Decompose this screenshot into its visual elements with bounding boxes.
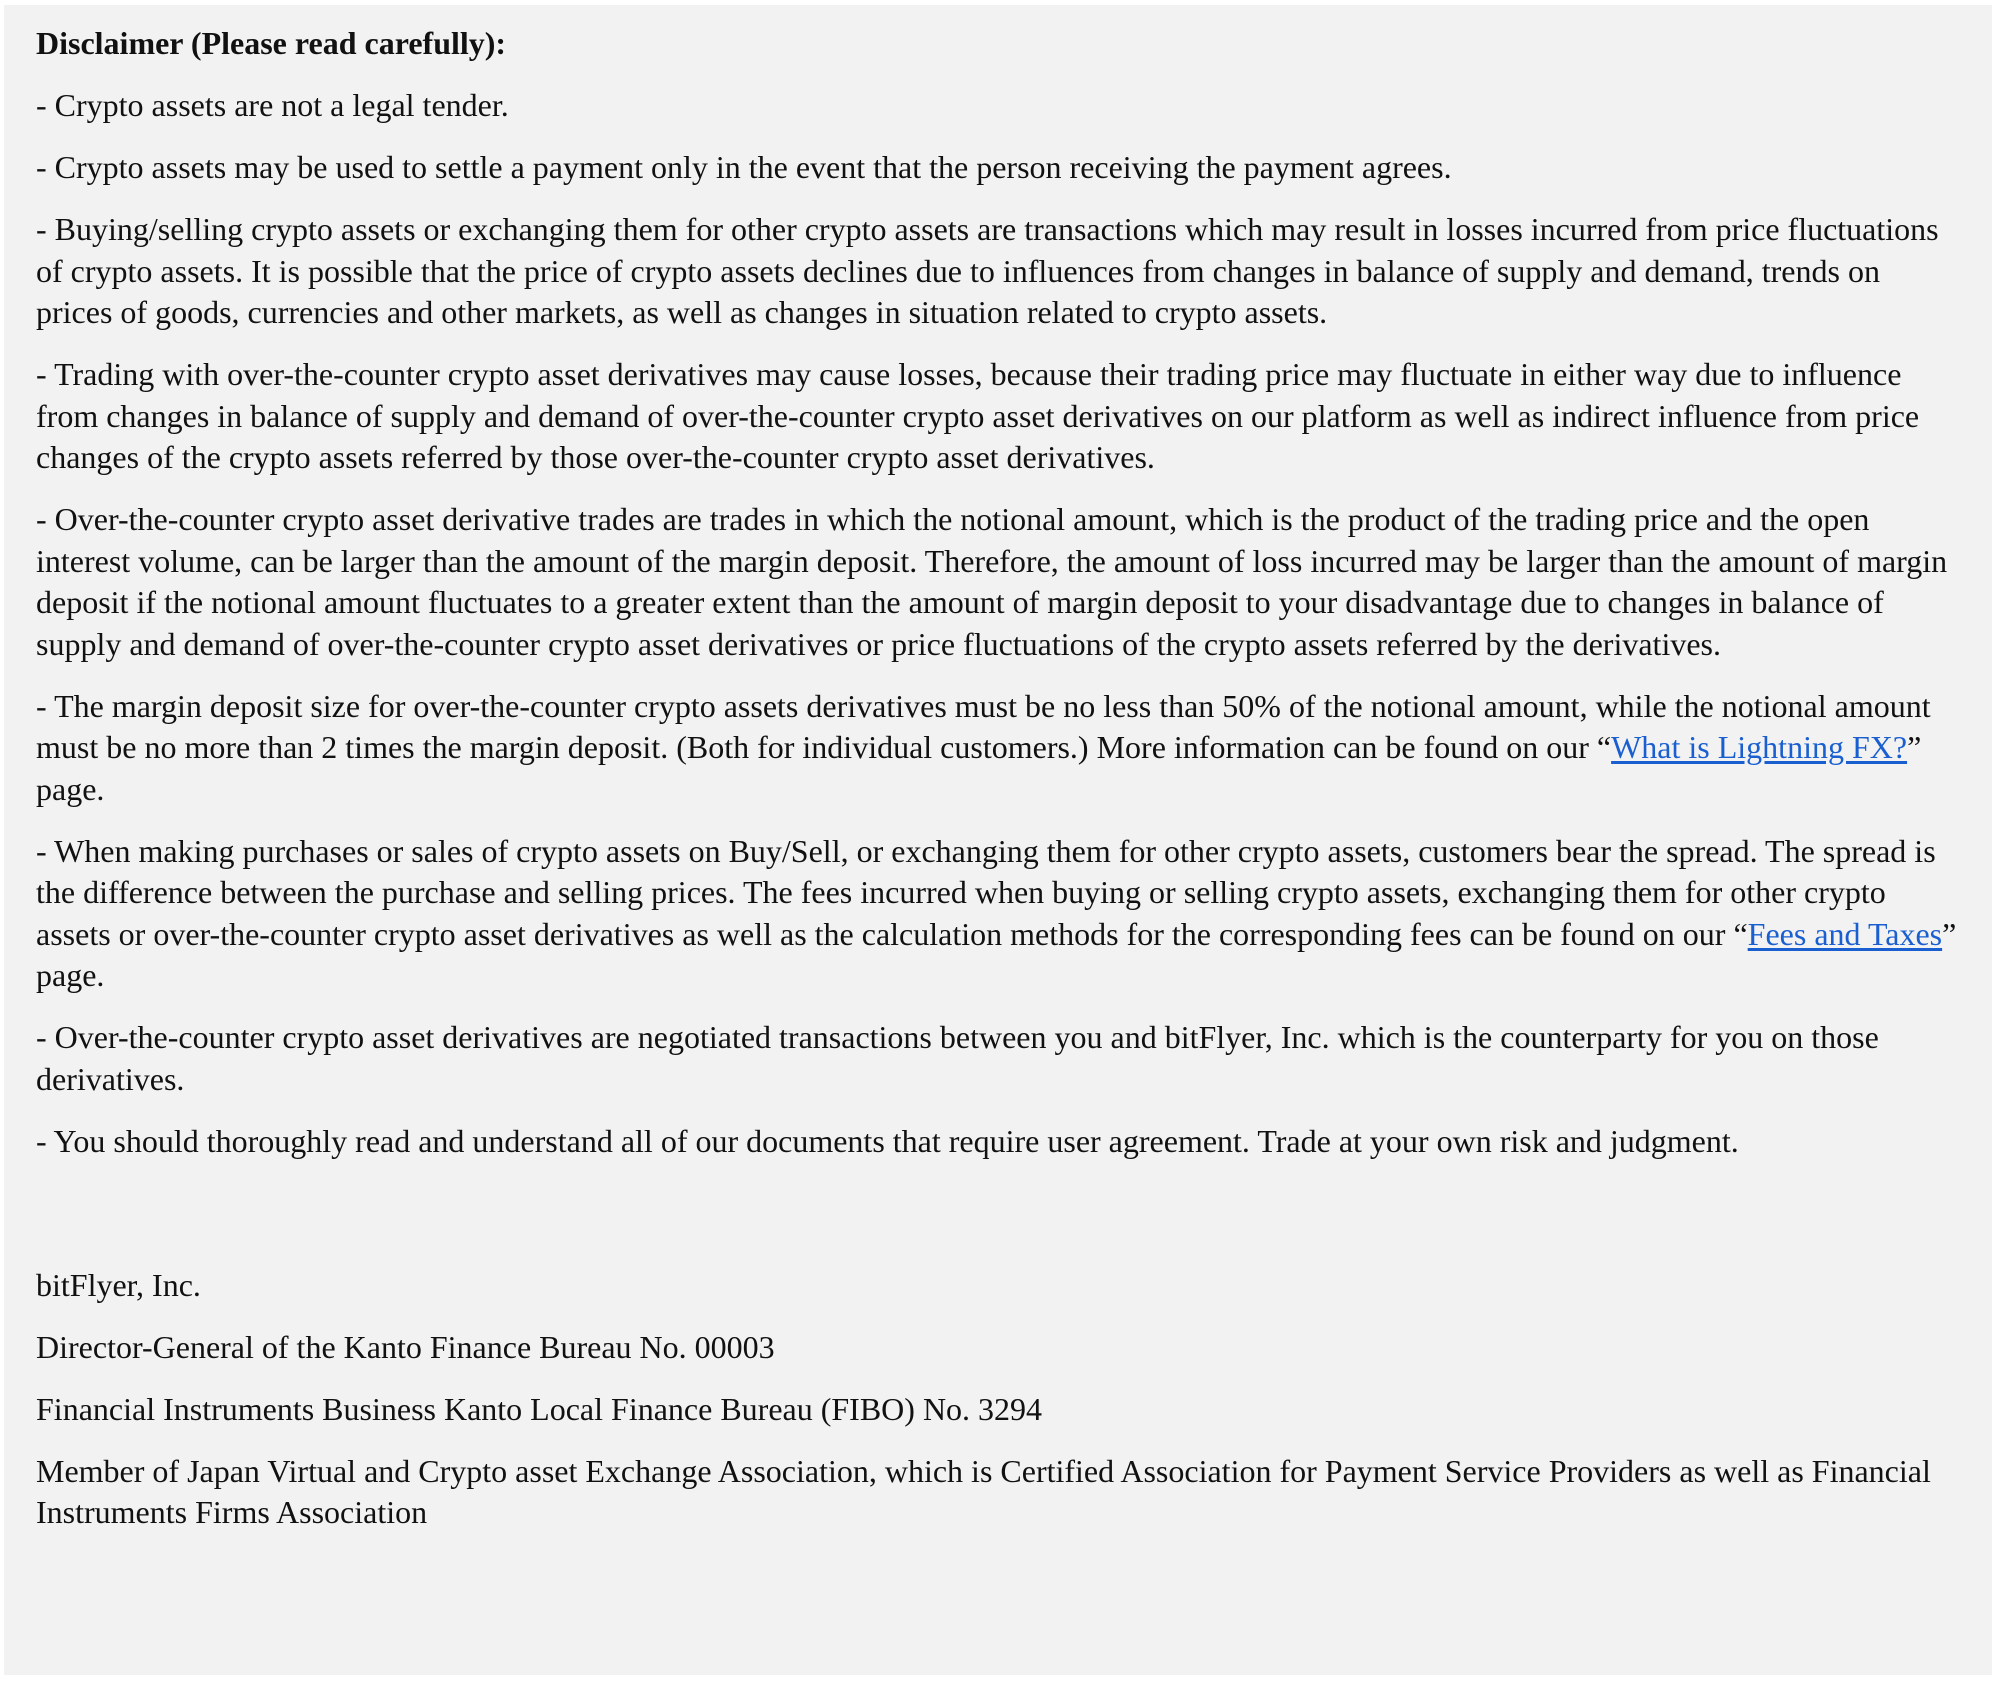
disclaimer-title: Disclaimer (Please read carefully): (36, 25, 507, 61)
margin-text: - The margin deposit size for over-the-counter crypto assets derivatives must be no less than 50% of the notional amount, while the notional amount must be no more than 2 times the margin deposit. (Both for individual customers.) More information can be found on our “ (36, 687, 1931, 765)
disclaimer-item-spread (36, 831, 1962, 997)
section-spacer (36, 1183, 1962, 1265)
disclaimer-item: - Crypto assets may be used to settle a payment only in the event that the person receiving the payment agrees. (36, 149, 1452, 185)
registration-number-1: Director-General of the Kanto Finance Bureau No. 00003 (36, 1328, 775, 1365)
margin-text-end: ” page. (36, 729, 1922, 807)
association-membership: Member of Japan Virtual and Crypto asset Exchange Association, which is Certified Association for Payment Service Providers as well as Financial Instruments Firms Association (36, 1452, 1931, 1530)
registration-number-2: Financial Instruments Business Kanto Local Finance Bureau (FIBO) No. 3294 (36, 1390, 1043, 1427)
disclaimer-item: - Over-the-counter crypto asset derivatives are negotiated transactions between you and bitFlyer, Inc. which is the counterparty for you on those derivatives. (36, 1019, 1879, 1097)
spread-text: - When making purchases or sales of crypto assets on Buy/Sell, or exchanging them for other crypto assets, customers bear the spread. The spread is the difference between the purchase and selling prices. The fees incurred when buying or selling crypto assets, exchanging them for other crypto assets or over-the-counter crypto asset derivatives as well as the calculation methods for the corresponding fees can be found on our “ (36, 832, 1936, 952)
disclaimer-panel (4, 5, 1992, 1675)
disclaimer-item-margin (36, 686, 1962, 811)
disclaimer-item: - You should thoroughly read and understand all of our documents that require user agreement. Trade at your own risk and judgment. (36, 1122, 1739, 1159)
what-is-lightning-fx-link[interactable]: What is Lightning FX? (1611, 729, 1908, 765)
fees-and-taxes-link[interactable]: Fees and Taxes (1747, 915, 1943, 952)
spread-text-end: ” page. (36, 915, 1957, 993)
disclaimer-item: - Over-the-counter crypto asset derivative trades are trades in which the notional amount, which is the product of the trading price and the open interest volume, can be larger than the amount of the margin deposit. Therefore, the amount of loss incurred may be larger than the amount of margin deposit if the notional amount fluctuates to a greater extent than the amount of margin deposit to your disadvantage due to changes in balance of supply and demand of over-the-counter crypto asset derivatives or price fluctuations of the crypto assets referred by the derivatives. (36, 501, 1948, 662)
company-name: bitFlyer, Inc. (36, 1266, 201, 1303)
disclaimer-item: - Buying/selling crypto assets or exchanging them for other crypto assets are transactions which may result in losses incurred from price fluctuations of crypto assets. It is possible that the price of crypto assets declines due to influences from changes in balance of supply and demand, trends on prices of goods, currencies and other markets, as well as changes in situation related to crypto assets. (36, 211, 1939, 330)
disclaimer-item: - Crypto assets are not a legal tender. (36, 87, 509, 123)
disclaimer-item: - Trading with over-the-counter crypto asset derivatives may cause losses, because their trading price may fluctuate in either way due to influence from changes in balance of supply and demand of over-the-counter crypto asset derivatives on our platform as well as indirect influence from price changes of the crypto assets referred by those over-the-counter crypto asset derivatives. (36, 356, 1920, 475)
